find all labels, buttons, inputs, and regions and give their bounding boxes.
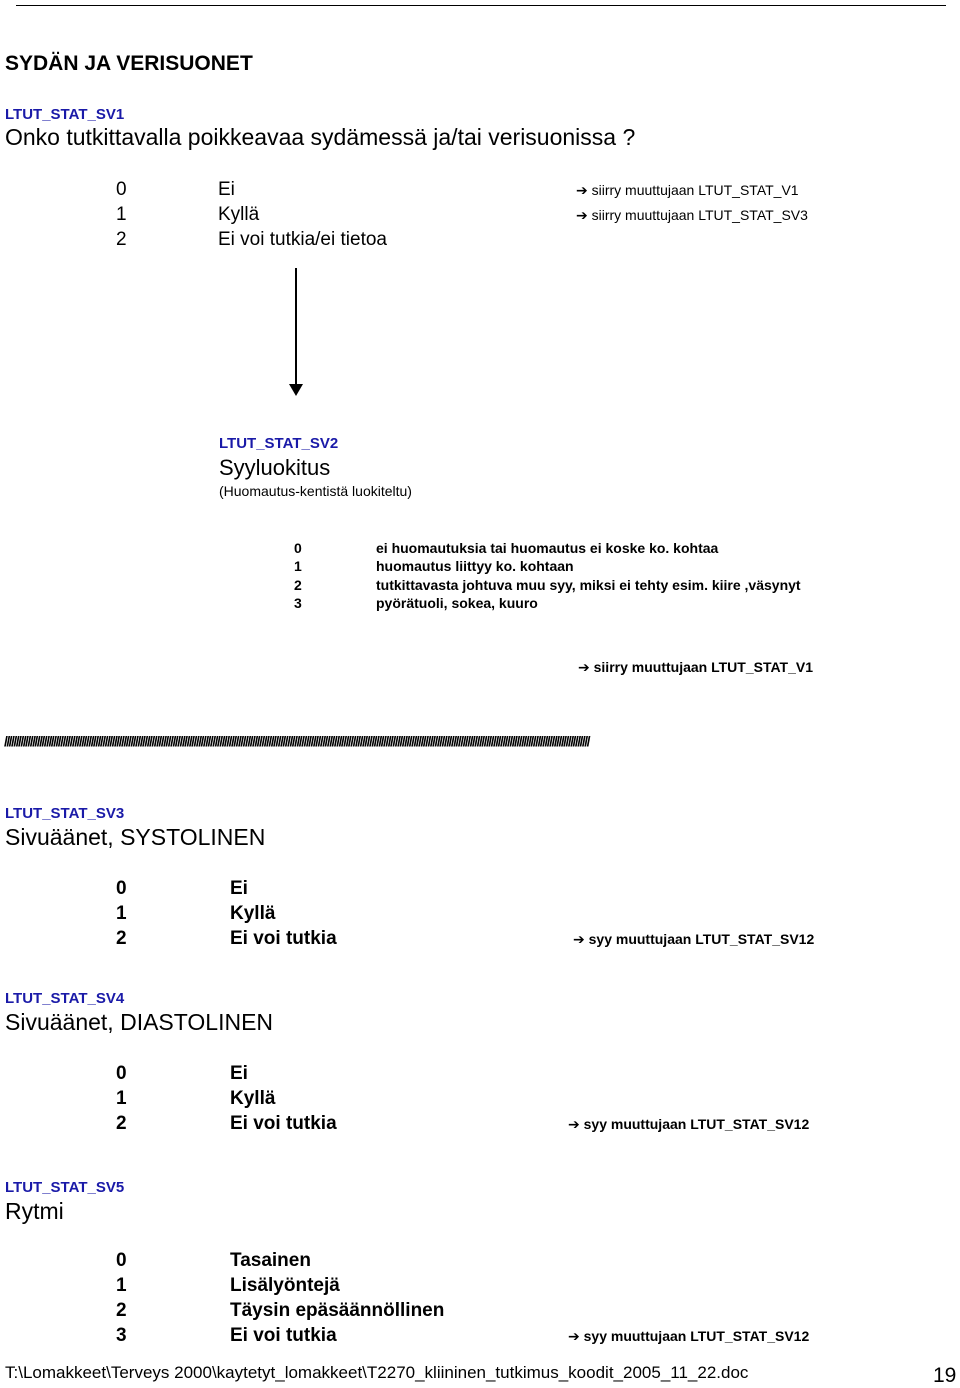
variable-id-sv1: LTUT_STAT_SV1	[5, 106, 125, 123]
option-code: 1	[116, 1275, 127, 1296]
option-code: 3	[116, 1325, 127, 1346]
option-label: Ei	[230, 878, 248, 899]
question-sv2: Syyluokitus	[219, 455, 331, 480]
route-instruction: ➔ syy muuttujaan LTUT_STAT_SV12	[568, 1116, 810, 1132]
route-instruction: ➔ siirry muuttujaan LTUT_STAT_V1	[576, 182, 799, 198]
option-code: 0	[116, 878, 127, 899]
option-code: 1	[116, 204, 127, 225]
question-sv1: Onko tutkittavalla poikkeavaa sydämessä ja/tai verisuonissa ?	[5, 124, 636, 150]
option-code: 0	[294, 540, 302, 556]
option-label: Ei	[218, 179, 235, 200]
option-label: Ei voi tutkia	[230, 928, 337, 949]
arrow-right-icon: ➔	[568, 1328, 580, 1344]
arrow-right-icon: ➔	[576, 207, 588, 223]
option-label: Tasainen	[230, 1250, 311, 1271]
question-note: (Huomautus-kentistä luokiteltu)	[219, 483, 412, 499]
option-label: Kyllä	[230, 1088, 276, 1109]
option-label: pyörätuoli, sokea, kuuro	[376, 595, 538, 611]
option-label: Lisälyöntejä	[230, 1275, 340, 1296]
top-rule	[16, 5, 946, 6]
question-sv4: Sivuäänet, DIASTOLINEN	[5, 1009, 274, 1035]
option-label: Ei voi tutkia/ei tietoa	[218, 229, 387, 250]
option-code: 2	[116, 1300, 127, 1321]
route-instruction: ➔ siirry muuttujaan LTUT_STAT_SV3	[576, 207, 808, 223]
arrow-down-icon	[289, 384, 303, 396]
option-label: Täysin epäsäännöllinen	[230, 1300, 445, 1321]
route-instruction: ➔ syy muuttujaan LTUT_STAT_SV12	[568, 1328, 810, 1344]
route-instruction: ➔ syy muuttujaan LTUT_STAT_SV12	[573, 931, 815, 947]
page-number: 19	[933, 1364, 957, 1387]
footer-file-path: T:\Lomakkeet\Terveys 2000\kaytetyt_lomakkeet\T2270_kliininen_tutkimus_koodit_2005_11_22.doc	[5, 1363, 749, 1382]
option-label: Ei voi tutkia	[230, 1113, 337, 1134]
option-code: 3	[294, 595, 302, 611]
option-label: huomautus liittyy ko. kohtaan	[376, 558, 574, 574]
variable-id-sv3: LTUT_STAT_SV3	[5, 805, 125, 822]
option-label: tutkittavasta johtuva muu syy, miksi ei tehty esim. kiire ,väsynyt	[376, 577, 801, 593]
option-label: ei huomautuksia tai huomautus ei koske ko. kohtaa	[376, 540, 719, 556]
variable-id-sv5: LTUT_STAT_SV5	[5, 1179, 125, 1196]
option-label: Kyllä	[218, 204, 260, 225]
option-code: 2	[294, 577, 302, 593]
flow-arrow-line	[295, 268, 297, 384]
option-code: 1	[116, 1088, 127, 1109]
option-code: 1	[294, 558, 302, 574]
variable-id-sv4: LTUT_STAT_SV4	[5, 990, 125, 1007]
option-code: 1	[116, 903, 127, 924]
question-sv3: Sivuäänet, SYSTOLINEN	[5, 824, 266, 850]
option-label: Ei voi tutkia	[230, 1325, 337, 1346]
variable-id-sv2: LTUT_STAT_SV2	[219, 435, 339, 452]
option-label: Ei	[230, 1063, 248, 1084]
separator-line: //////////////////////////////////////////////////////////////////////////////////////////////////////////////////////////////////////////////////////////////////////////////////////////////////////////////////////////////////////////////////////////	[4, 733, 589, 749]
arrow-right-icon: ➔	[576, 182, 588, 198]
option-code: 2	[116, 1113, 127, 1134]
question-sv5: Rytmi	[5, 1198, 64, 1224]
route-instruction: ➔ siirry muuttujaan LTUT_STAT_V1	[578, 659, 813, 675]
option-code: 0	[116, 179, 127, 200]
arrow-right-icon: ➔	[568, 1116, 580, 1132]
option-code: 2	[116, 229, 127, 250]
section-title: SYDÄN JA VERISUONET	[5, 52, 253, 75]
arrow-right-icon: ➔	[573, 931, 585, 947]
option-code: 2	[116, 928, 127, 949]
arrow-right-icon: ➔	[578, 659, 590, 675]
option-label: Kyllä	[230, 903, 276, 924]
option-code: 0	[116, 1250, 127, 1271]
option-code: 0	[116, 1063, 127, 1084]
